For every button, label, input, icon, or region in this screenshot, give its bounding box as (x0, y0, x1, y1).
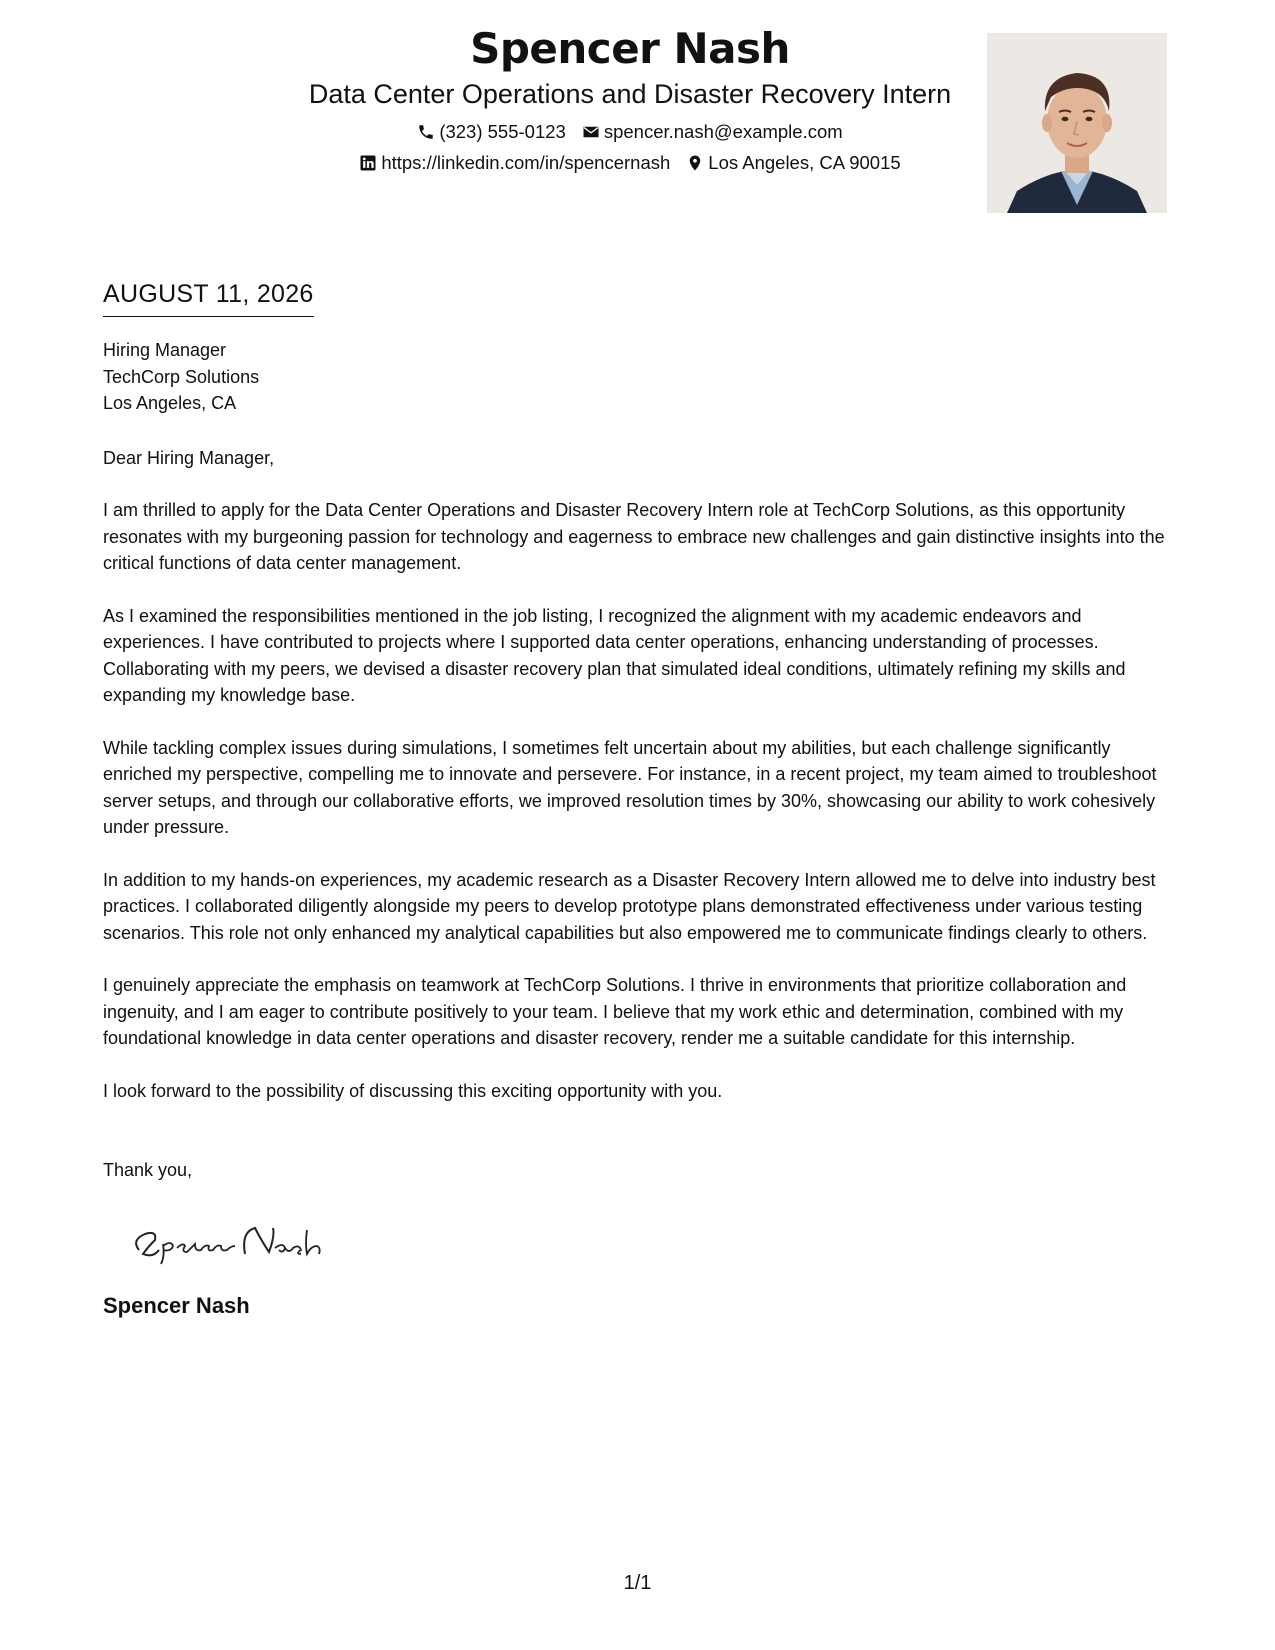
location-text: Los Angeles, CA 90015 (708, 152, 901, 173)
phone-text: (323) 555-0123 (439, 121, 566, 142)
closing: Thank you, (103, 1160, 193, 1180)
body-paragraph: In addition to my hands-on experiences, my academic research as a Disaster Recovery Intern allowed me to delve into industry best practices. I collaborated diligently alongside my peers to develop prototype plans demonstrated effectiveness under various testing scenarios. This role not only enhanced my analytical capabilities but also empowered me to communicate findings clearly to others. (103, 869, 1156, 943)
applicant-name: Spencer Nash (470, 24, 790, 73)
body-paragraph: I look forward to the possibility of discussing this exciting opportunity with you. (103, 1080, 723, 1101)
linkedin-icon (359, 154, 377, 172)
email-contact[interactable] (582, 120, 843, 144)
signed-name: Spencer Nash (103, 1292, 250, 1318)
body-paragraph: As I examined the responsibilities mentioned in the job listing, I recognized the alignment with my academic endeavors and experiences. I have contributed to projects where I supported data center operations, enhancing understanding of processes. Collaborating with my peers, we devised a disaster recovery plan that simulated ideal conditions, ultimately refining my skills and expanding my knowledge base. (103, 605, 1126, 705)
map-pin-icon (686, 154, 704, 172)
envelope-icon (582, 123, 600, 141)
location-contact (686, 151, 900, 175)
body-paragraph: While tackling complex issues during simulations, I sometimes felt uncertain about my abilities, but each challenge significantly enriched my perspective, compelling me to innovate and persevere. For instance, in a recent project, my team aimed to troubleshoot server setups, and through our collaborative efforts, we improved resolution times by 30%, showcasing our ability to work cohesively under pressure. (103, 737, 1157, 837)
linkedin-contact[interactable] (359, 151, 670, 175)
email-text: spencer.nash@example.com (603, 121, 843, 142)
recipient-company: TechCorp Solutions (103, 366, 260, 387)
recipient-title: Hiring Manager (103, 340, 227, 360)
phone-icon (417, 123, 435, 141)
body-paragraph: I am thrilled to apply for the Data Center Operations and Disaster Recovery Intern role at TechCorp Solutions, as this opportunity resonates with my burgeoning passion for technology and eagerness to embrace new challenges and gain distinctive insights into the critical functions of data center management. (103, 500, 1165, 573)
linkedin-text: https://linkedin.com/in/spencernash (381, 152, 671, 173)
recipient-block (103, 337, 1173, 417)
applicant-role: Data Center Operations and Disaster Recovery Intern (308, 79, 952, 109)
letter-body (103, 278, 1173, 1320)
body-paragraph: I genuinely appreciate the emphasis on teamwork at TechCorp Solutions. I thrive in environments that prioritize collaboration and ingenuity, and I am eager to contribute positively to your team. I believe that my work ethic and determination, combined with my foundational knowledge in data center operations and disaster recovery, render me a suitable candidate for this internship. (103, 975, 1127, 1048)
recipient-location: Los Angeles, CA (103, 393, 237, 413)
letter-date: AUGUST 11, 2026 (103, 278, 314, 317)
salutation: Dear Hiring Manager, (103, 447, 275, 468)
phone-contact[interactable] (417, 120, 566, 144)
handwritten-signature (125, 1210, 1173, 1270)
profile-photo (987, 33, 1167, 213)
page-indicator: 1/1 (623, 1572, 652, 1594)
